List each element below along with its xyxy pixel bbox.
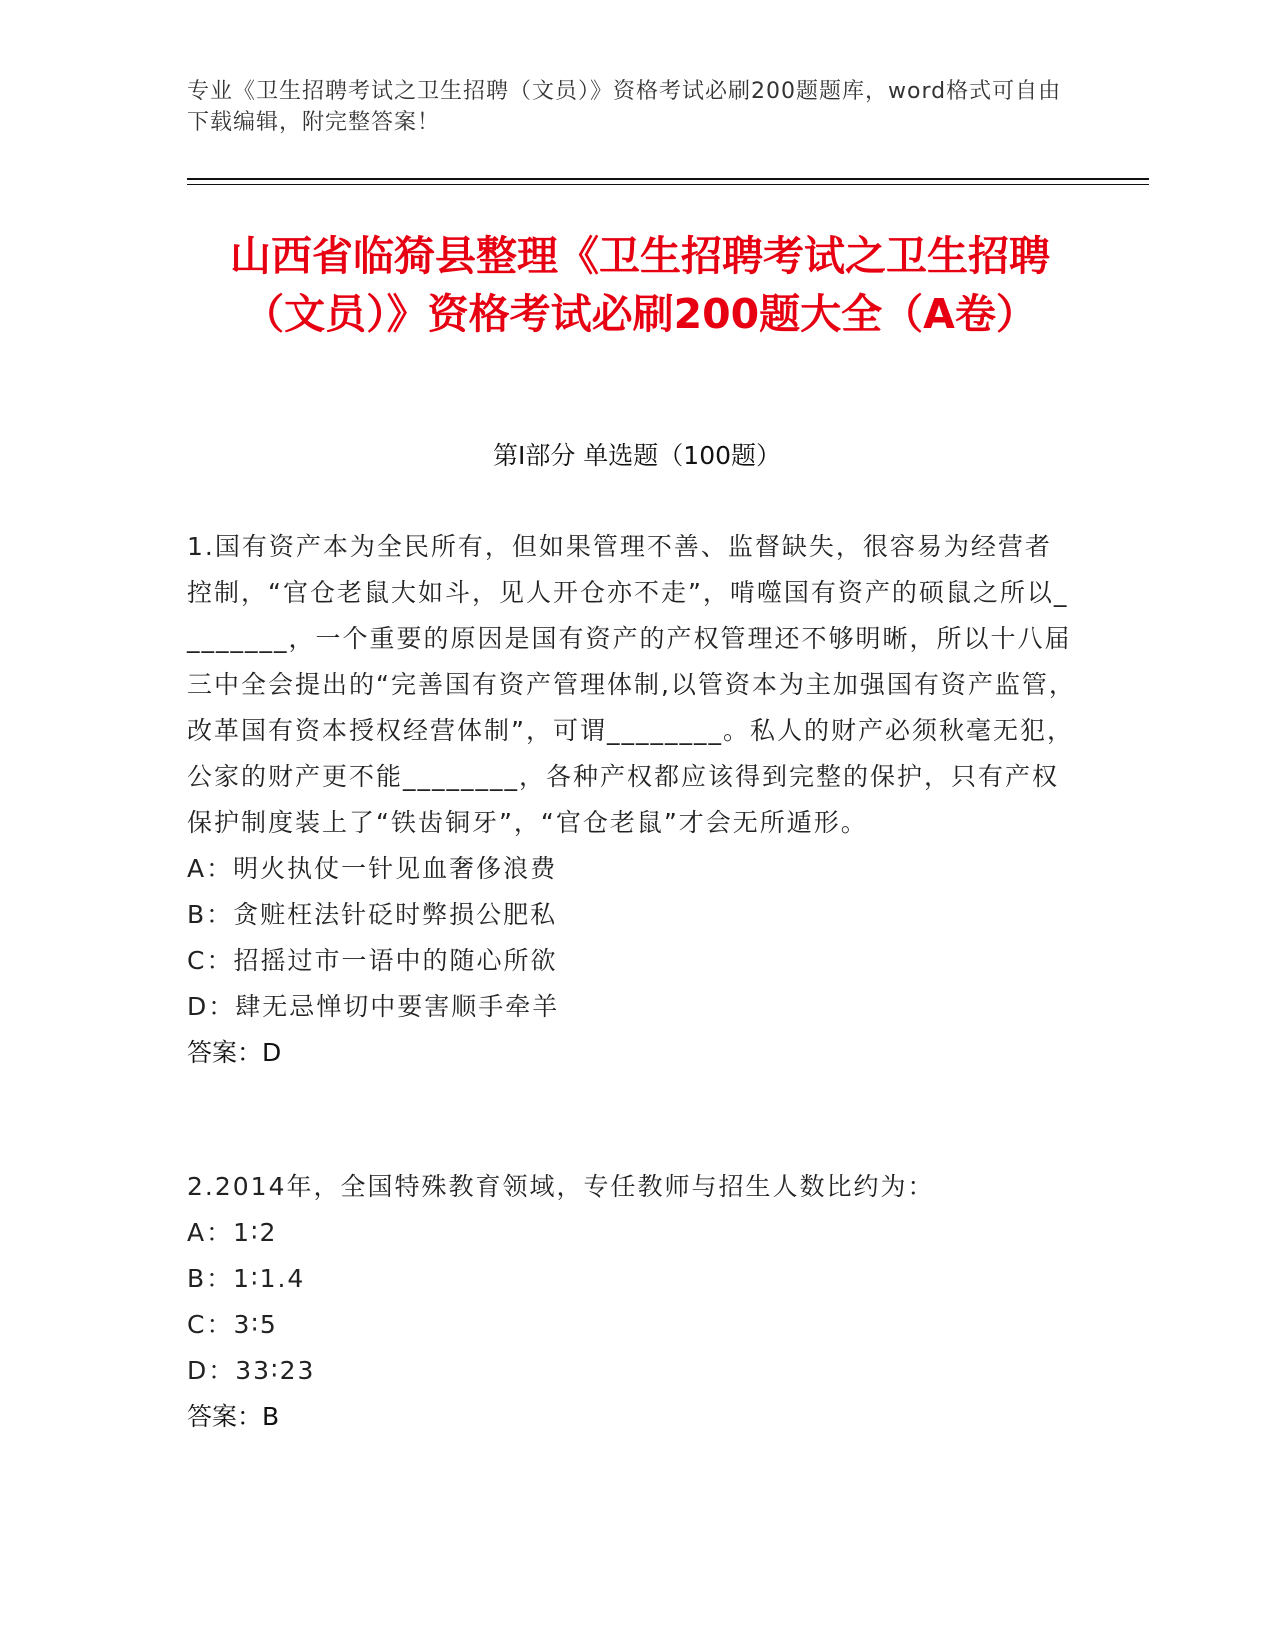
- answer-line: 答案：B: [187, 1402, 280, 1431]
- header-note: 专业《卫生招聘考试之卫生招聘（文员）》资格考试必刷200题题库，word格式可自由下载编辑，附完整答案！: [187, 79, 1062, 135]
- option-a: A：1∶2: [187, 1218, 278, 1247]
- option-c: C：3∶5: [187, 1310, 278, 1339]
- option-d: D：肆无忌惮切中要害顺手牵羊: [187, 992, 560, 1021]
- document-title: 山西省临猗县整理《卫生招聘考试之卫生招聘（文员）》资格考试必刷200题大全（A卷）: [230, 232, 1050, 338]
- question-2: [187, 1164, 1077, 1440]
- option-b: B：贪赃枉法针砭时弊损公肥私: [187, 900, 558, 929]
- option-d: D：33∶23: [187, 1356, 316, 1385]
- option-c: C：招摇过市一语中的随心所欲: [187, 946, 558, 975]
- header-divider-thick: [187, 178, 1149, 180]
- answer-line: 答案：D: [187, 1038, 282, 1067]
- header-divider-thin: [187, 184, 1149, 185]
- option-b: B：1∶1.4: [187, 1264, 306, 1293]
- question-stem: 2.2014年，全国特殊教育领域，专任教师与招生人数比约为：: [187, 1172, 935, 1201]
- question-stem: 1.国有资产本为全民所有，但如果管理不善、监督缺失，很容易为经营者控制，“官仓老鼠大如斗，见人开仓亦不走”，啃噬国有资产的硕鼠之所以________，一个重要的原因是国有资产的产权管理还不够明晰，所以十八届三中全会提出的“完善国有资产管理体制,以管资本为主加强国有资产监管，改革国有资本授权经营体制”，可谓________。私人的财产必须秋毫无犯，公家的财产更不能________，各种产权都应该得到完整的保护，只有产权保护制度装上了“铁齿铜牙”，“官仓老鼠”才会无所遁形。: [187, 532, 1076, 837]
- option-a: A：明火执仗一针见血奢侈浪费: [187, 854, 558, 883]
- section-heading: 第Ⅰ部分 单选题（100题）: [492, 441, 782, 470]
- question-1: [187, 524, 1077, 1076]
